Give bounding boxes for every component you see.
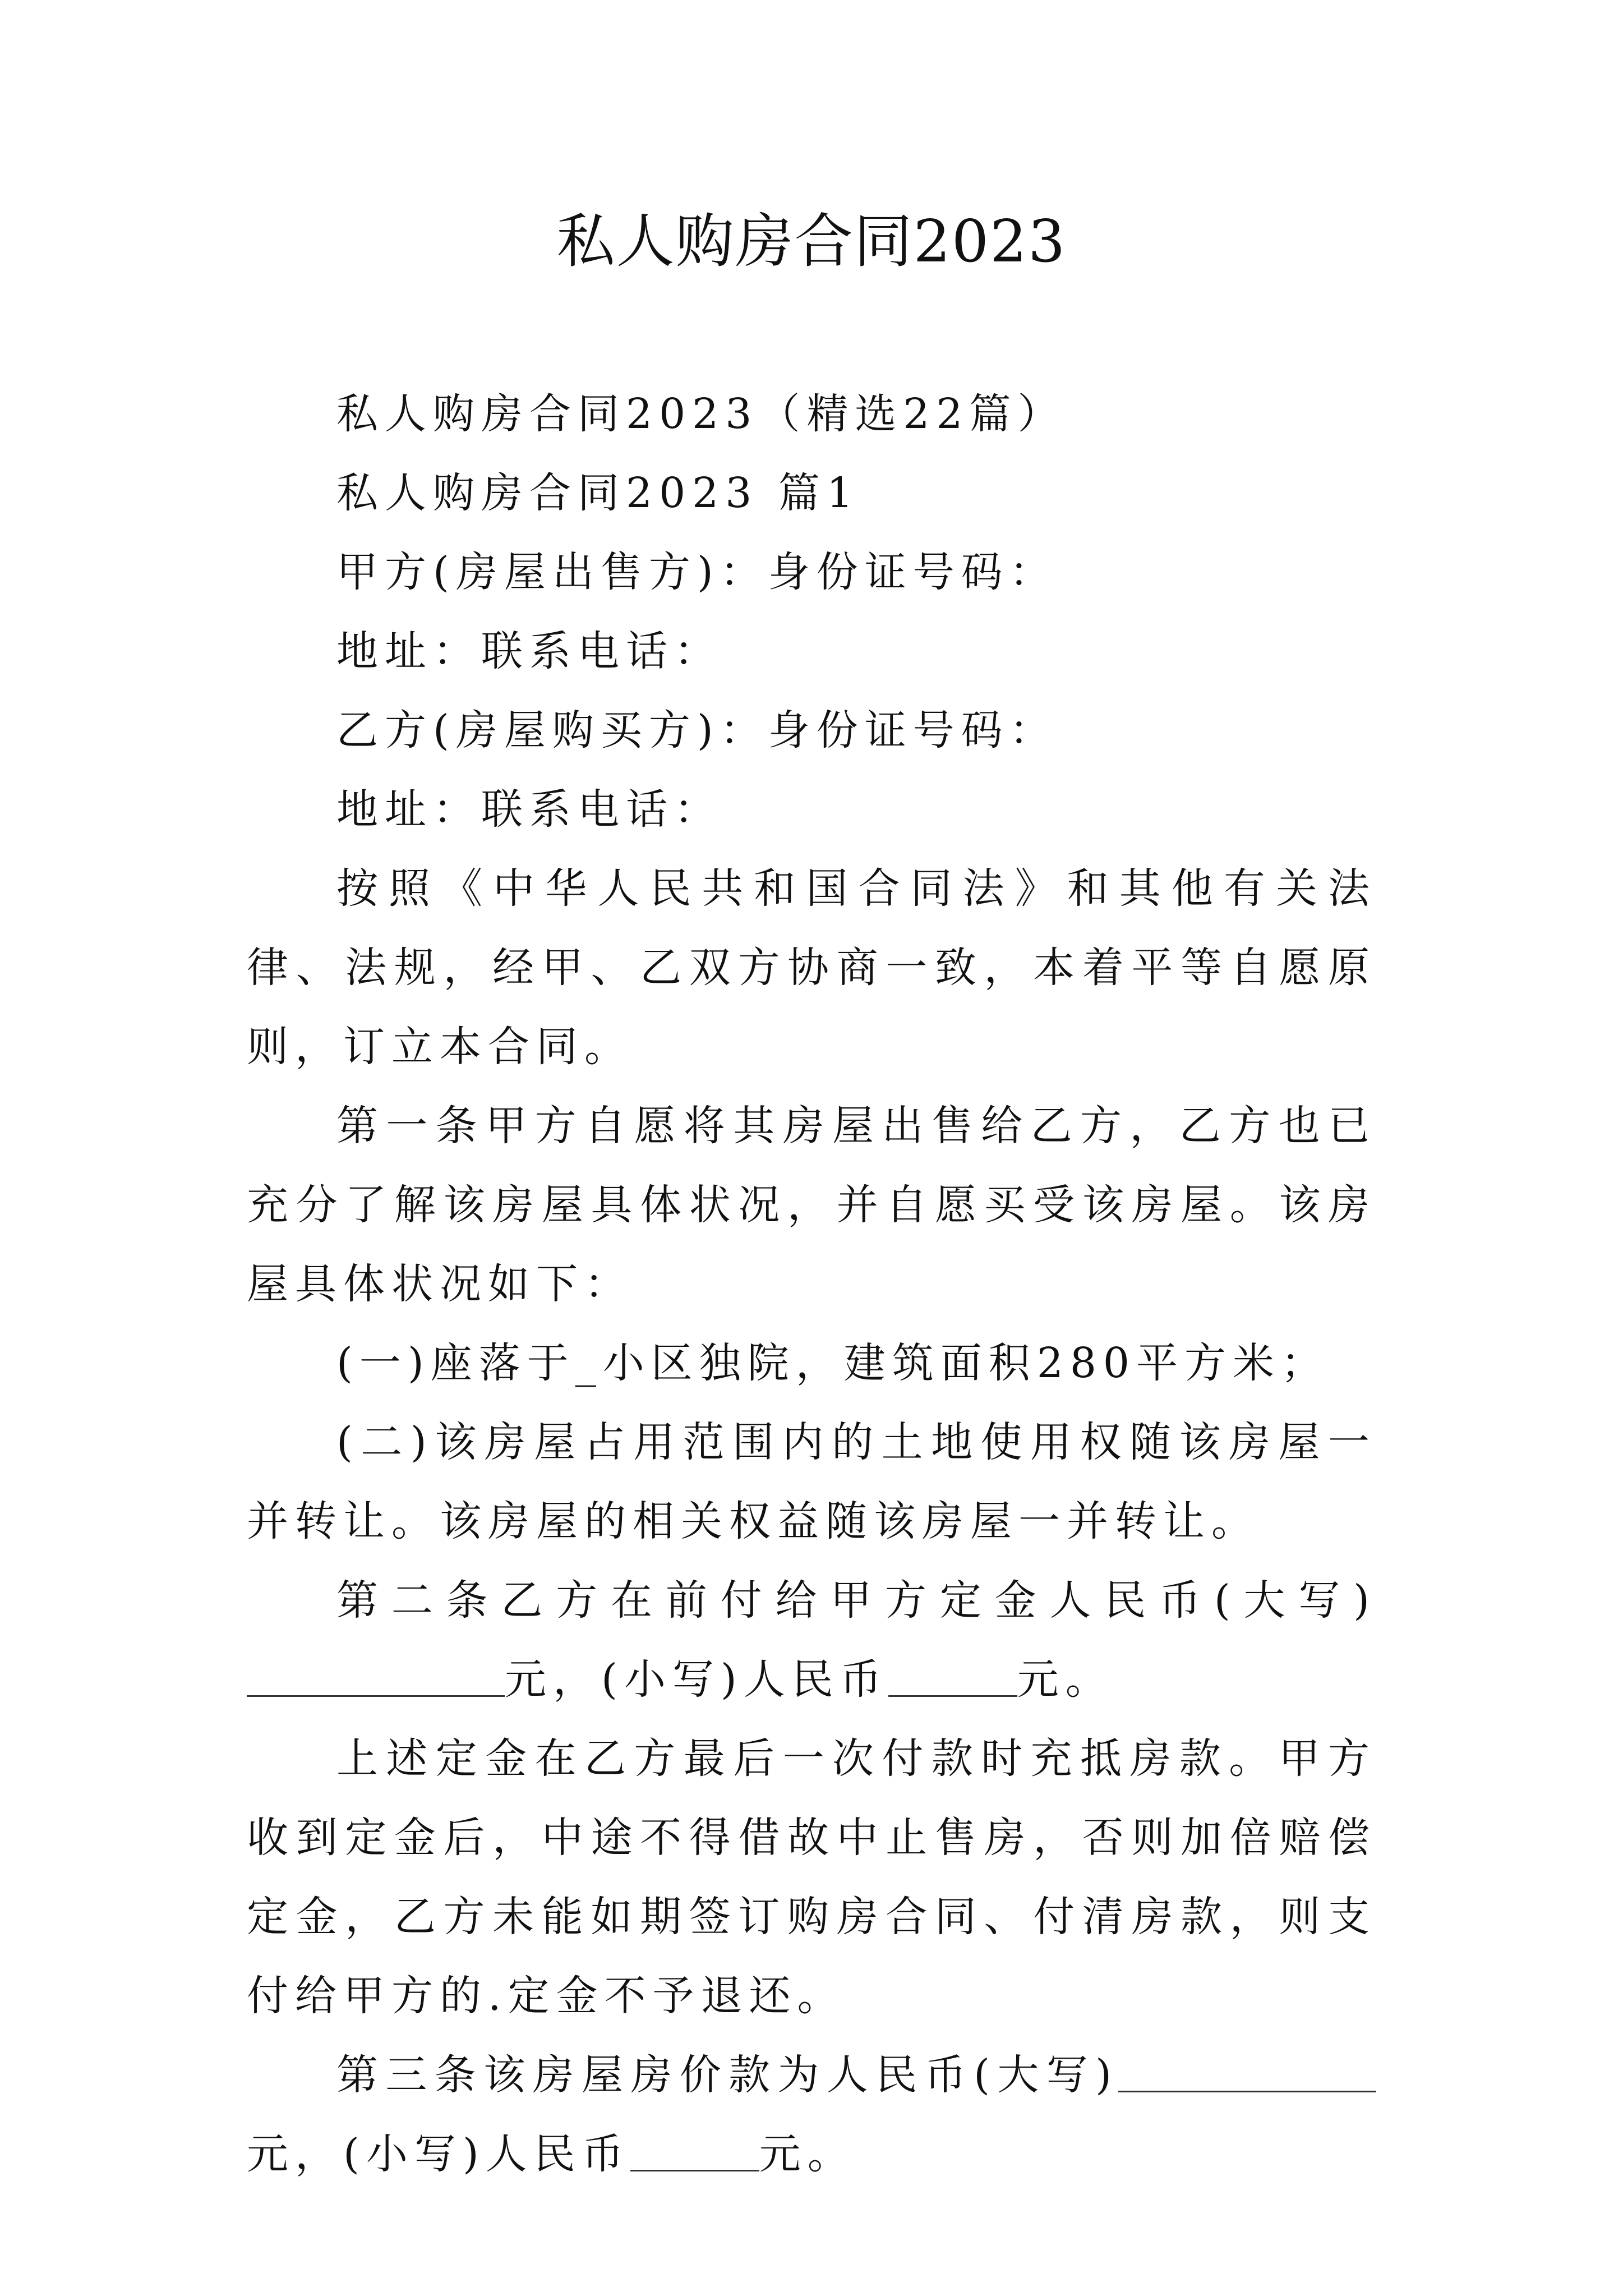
paragraph-text: (一)座落于_小区独院，建筑面积280平方米； [336,1339,1329,1387]
paragraph-text: 元，(小写)人民币 [505,1655,888,1704]
fill-in-blank [247,1656,505,1697]
document-title: 私人购房合同2023 [556,207,1067,275]
paragraph-text: 按照《中华人民共和国合同法》和其他有关法律、法规，经甲、乙双方协商一致，本着平等自愿原则，订立本合同。 [247,864,1376,1071]
paragraph-party-a [247,533,1376,612]
paragraph-party-b-address [247,770,1376,849]
paragraph-text: 甲方(房屋出售方)：身份证号码： [336,548,1058,596]
paragraph-item-1 [247,1324,1376,1403]
paragraph-text: 元。 [759,2130,856,2178]
paragraph-deposit-terms [247,1719,1376,2036]
paragraph-text: (二)该房屋占用范围内的土地使用权随该房屋一并转让。该房屋的相关权益随该房屋一并转让。 [247,1418,1376,1545]
paragraph-article-heading [247,454,1376,533]
paragraph-text: 上述定金在乙方最后一次付款时充抵房款。甲方收到定金后，中途不得借故中止售房，否则加倍赔偿定金，乙方未能如期签订购房合同、付清房款，则支付给甲方的.定金不予退还。 [247,1734,1376,2020]
paragraph-text: 第三条该房屋房价款为人民币(大写) [336,2051,1118,2099]
paragraph-party-a-address [247,612,1376,691]
document-body [247,375,1376,2194]
paragraph-text: 乙方(房屋购买方)：身份证号码： [336,706,1058,754]
paragraph-item-2 [247,1403,1376,1561]
fill-in-blank [888,1656,1017,1697]
paragraph-article-2 [247,1561,1376,1719]
paragraph-collection-heading [247,375,1376,454]
paragraph-text: 地址：联系电话： [336,785,722,834]
paragraph-text: 元。 [1017,1655,1114,1704]
paragraph-text: 元，(小写)人民币 [247,2130,630,2178]
fill-in-blank [630,2131,759,2171]
paragraph-text: 私人购房合同2023 篇1 [336,469,860,517]
paragraph-article-1 [247,1087,1376,1324]
paragraph-text: 私人购房合同2023（精选22篇） [336,390,1066,438]
paragraph-article-3 [247,2036,1376,2194]
fill-in-blank [1118,2051,1376,2092]
paragraph-text: 第二条乙方在前付给甲方定金人民币(大写) [336,1576,1376,1625]
paragraph-preamble [247,849,1376,1087]
paragraph-text: 地址：联系电话： [336,627,722,675]
paragraph-text: 第一条甲方自愿将其房屋出售给乙方，乙方也已充分了解该房屋具体状况，并自愿买受该房屋。该房屋具体状况如下： [247,1102,1376,1308]
paragraph-party-b [247,691,1376,770]
